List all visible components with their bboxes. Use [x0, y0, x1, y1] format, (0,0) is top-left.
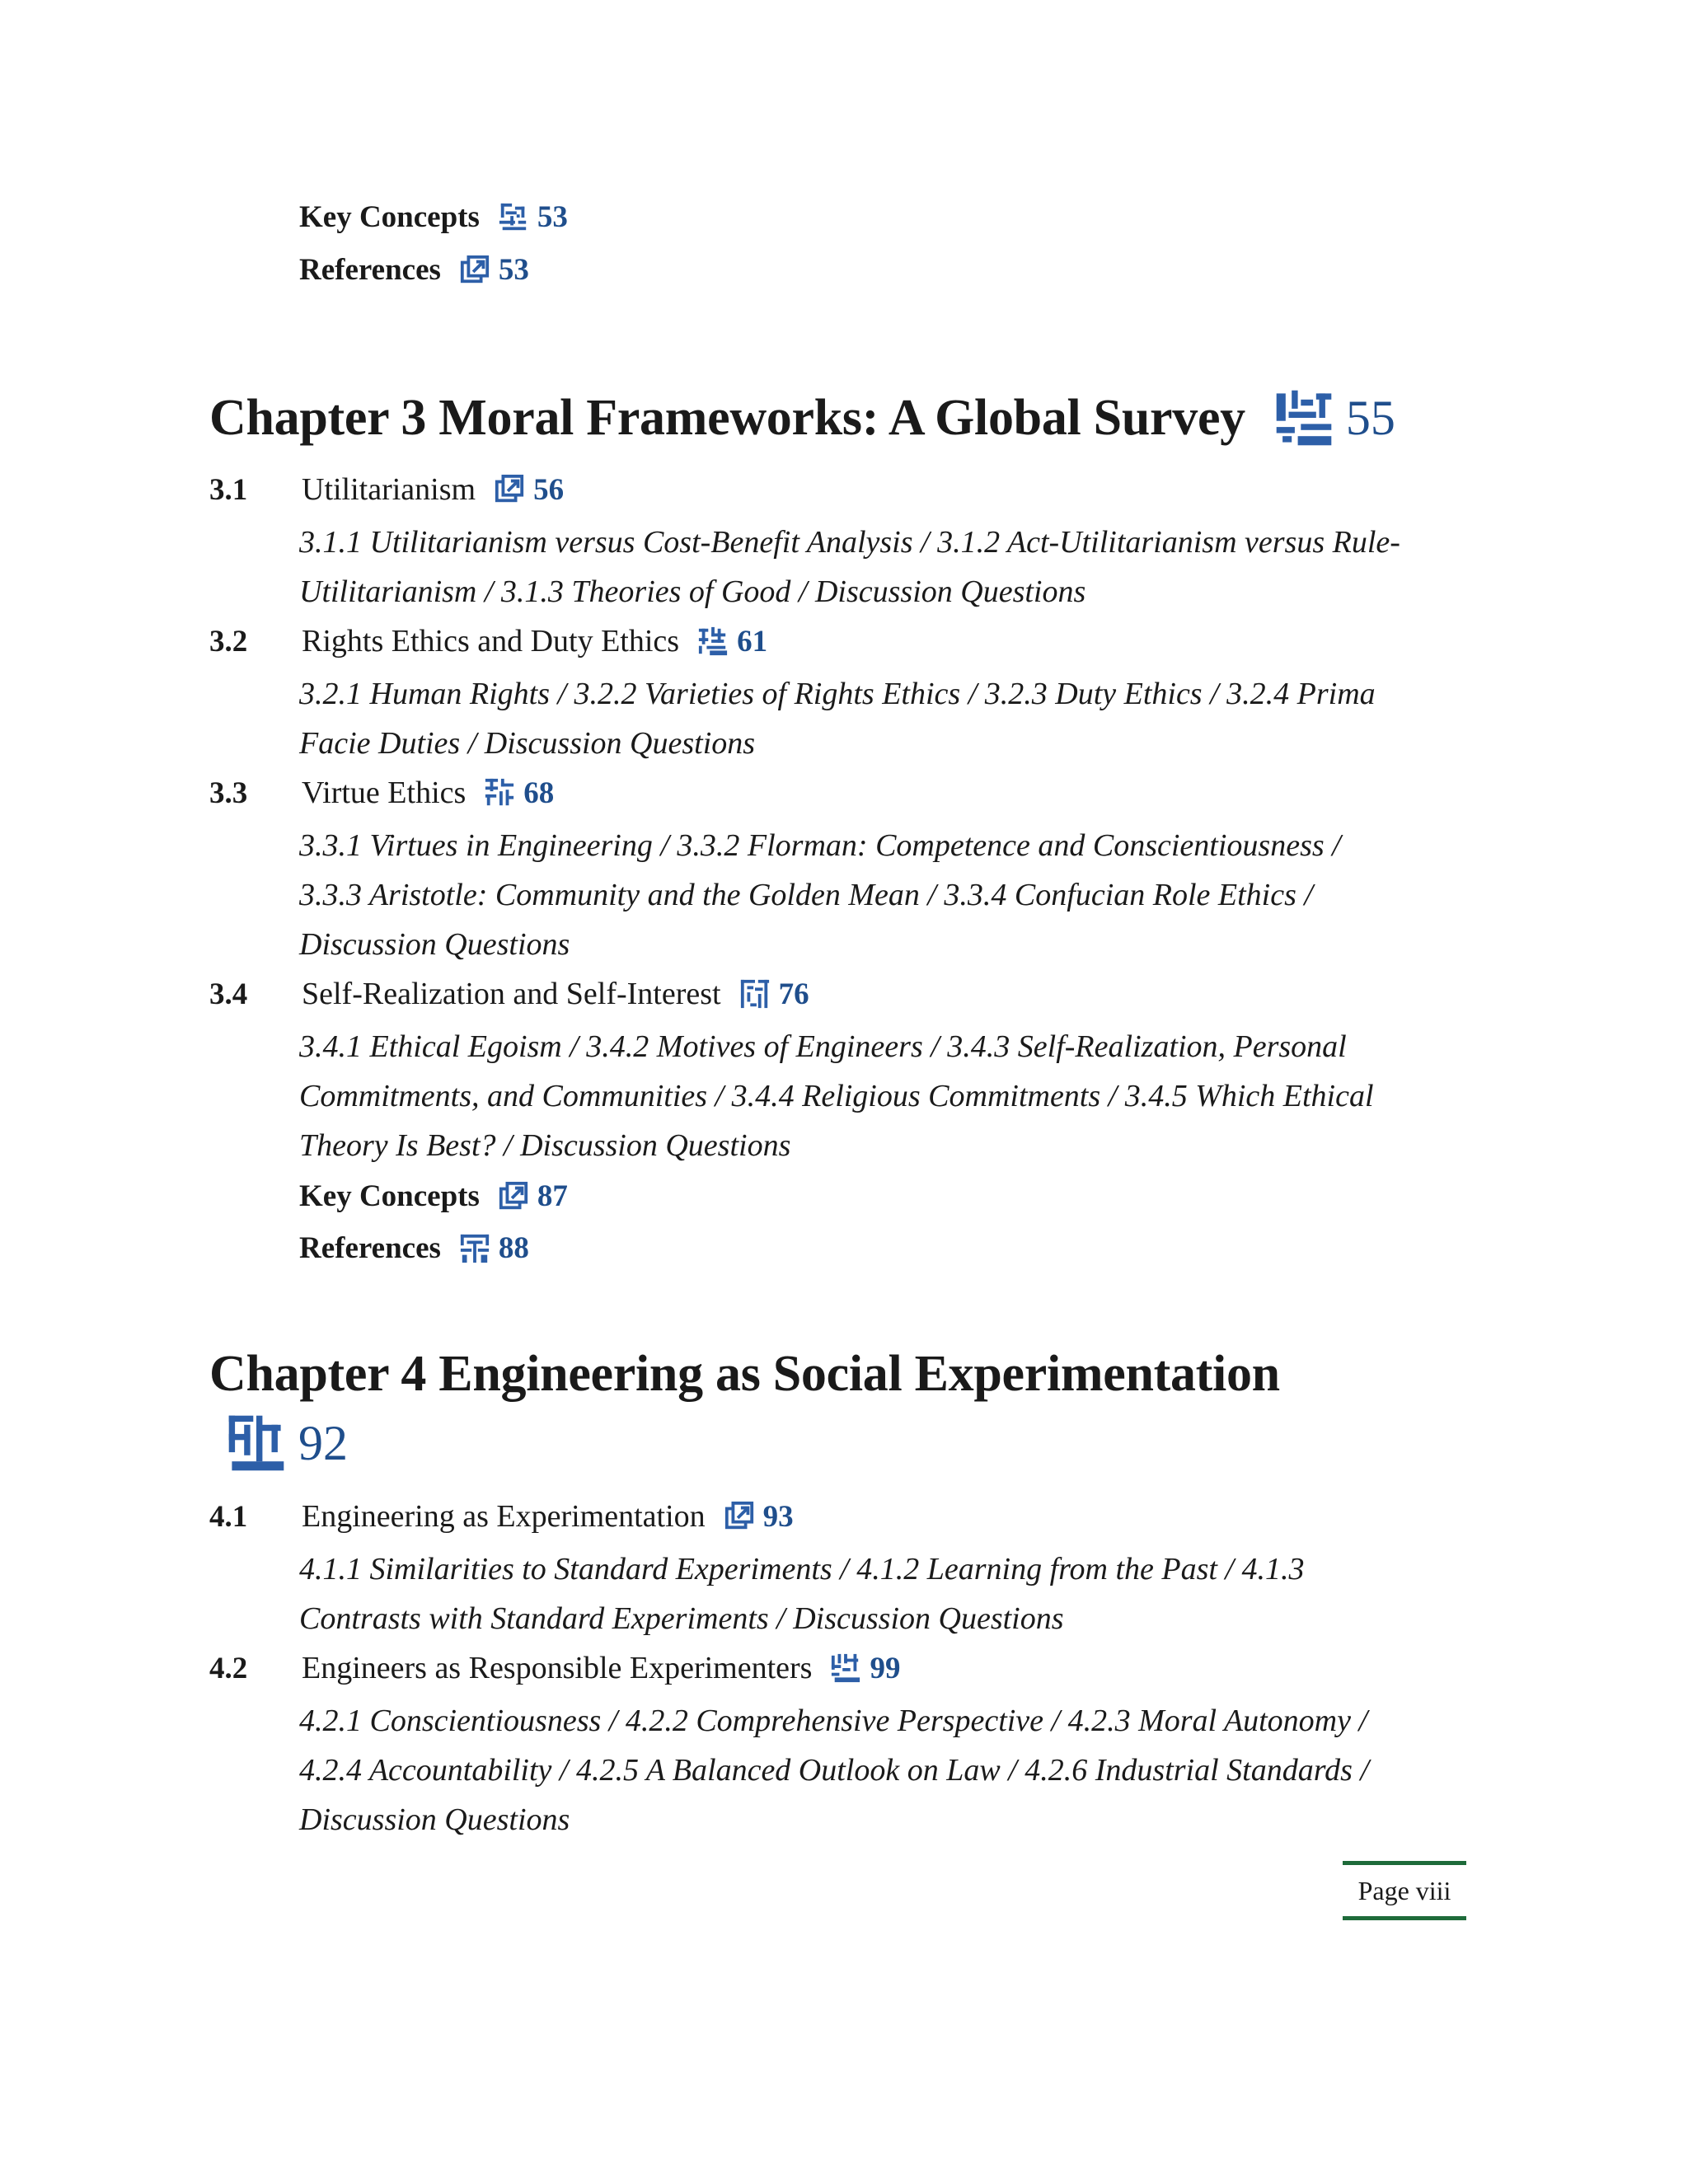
section-4-1[interactable]	[209, 1498, 794, 1535]
chapter-4-title: Chapter 4 Engineering as Social Experimentation	[209, 1346, 1280, 1402]
key-concepts-label: Key Concepts	[299, 200, 480, 234]
external-link-icon[interactable]	[459, 255, 490, 286]
chapter-3-page[interactable]: 55	[1345, 390, 1395, 445]
section-3-3-subsections	[299, 821, 1445, 969]
section-number: 4.1	[209, 1499, 248, 1534]
subsection-line: 4.2.4 Accountability / 4.2.5 A Balanced Outlook on Law / 4.2.6 Industrial Standards /	[299, 1753, 1369, 1788]
qr-code-icon[interactable]	[1273, 387, 1334, 448]
section-4-2[interactable]	[209, 1650, 900, 1686]
chapter-4-page-line[interactable]	[226, 1413, 348, 1474]
section-page[interactable]: 61	[737, 624, 768, 658]
references-label: References	[299, 1231, 441, 1265]
key-concepts-label: Key Concepts	[299, 1179, 480, 1213]
subsection-line: 3.3.3 Aristotle: Community and the Golden Mean / 3.3.4 Confucian Role Ethics /	[299, 878, 1313, 912]
section-title: Rights Ethics and Duty Ethics	[302, 624, 680, 658]
qr-code-icon[interactable]	[830, 1652, 861, 1684]
chapter-4-heading[interactable]	[209, 1345, 1280, 1404]
subsection-line: Utilitarianism / 3.1.3 Theories of Good / Discussion Questions	[299, 574, 1086, 609]
section-page[interactable]: 99	[870, 1651, 901, 1685]
subsection-line: Contrasts with Standard Experiments / Discussion Questions	[299, 1601, 1064, 1636]
subsection-line: Commitments, and Communities / 3.4.4 Religious Commitments / 3.4.5 Which Ethical	[299, 1079, 1374, 1113]
chapter-3-title: Chapter 3 Moral Frameworks: A Global Survey	[209, 389, 1245, 446]
section-page[interactable]: 68	[523, 776, 555, 810]
references-entry[interactable]	[299, 252, 529, 288]
page-number-label: Page viii	[1357, 1875, 1451, 1905]
qr-code-icon[interactable]	[739, 978, 771, 1010]
external-link-icon[interactable]	[494, 474, 525, 505]
key-concepts-page[interactable]: 87	[537, 1179, 568, 1213]
section-3-1[interactable]	[209, 471, 564, 508]
key-concepts-entry[interactable]	[299, 199, 568, 235]
subsection-line: 4.1.1 Similarities to Standard Experiments / 4.1.2 Learning from the Past / 4.1.3	[299, 1552, 1305, 1586]
qr-code-icon[interactable]	[498, 202, 529, 233]
section-page[interactable]: 93	[762, 1499, 794, 1534]
section-title: Engineers as Responsible Experimenters	[302, 1651, 813, 1685]
qr-code-icon[interactable]	[226, 1413, 287, 1474]
section-number: 3.1	[209, 472, 248, 507]
external-link-icon[interactable]	[498, 1181, 529, 1212]
section-3-3[interactable]	[209, 775, 554, 811]
section-page[interactable]: 76	[778, 977, 809, 1011]
section-title: Engineering as Experimentation	[302, 1499, 706, 1534]
qr-code-icon[interactable]	[484, 777, 515, 808]
subsection-line: 3.1.1 Utilitarianism versus Cost-Benefit Analysis / 3.1.2 Act-Utilitarianism versus Rule-	[299, 525, 1400, 560]
references-label: References	[299, 253, 441, 287]
subsection-line: 4.2.1 Conscientiousness / 4.2.2 Comprehensive Perspective / 4.2.3 Moral Autonomy /	[299, 1704, 1368, 1738]
subsection-line: Theory Is Best? / Discussion Questions	[299, 1128, 791, 1163]
page-number-footer	[1343, 1861, 1466, 1920]
subsection-line: 3.4.1 Ethical Egoism / 3.4.2 Motives of Engineers / 3.4.3 Self-Realization, Personal	[299, 1029, 1347, 1064]
section-number: 3.2	[209, 624, 248, 658]
key-concepts-page[interactable]: 53	[537, 200, 568, 234]
section-title: Virtue Ethics	[302, 776, 467, 810]
external-link-icon[interactable]	[724, 1501, 755, 1532]
subsection-line: Discussion Questions	[299, 927, 570, 962]
subsection-line: Discussion Questions	[299, 1802, 570, 1837]
chapter-4-page[interactable]: 92	[298, 1415, 348, 1470]
section-title: Utilitarianism	[302, 472, 476, 507]
references-page[interactable]: 88	[498, 1231, 529, 1265]
section-4-2-subsections	[299, 1696, 1445, 1844]
section-number: 3.4	[209, 977, 248, 1011]
chapter-3-heading[interactable]	[209, 387, 1395, 448]
section-3-2[interactable]	[209, 623, 767, 659]
section-number: 4.2	[209, 1651, 248, 1685]
qr-code-icon[interactable]	[459, 1233, 490, 1264]
subsection-line: 3.2.1 Human Rights / 3.2.2 Varieties of Rights Ethics / 3.2.3 Duty Ethics / 3.2.4 Prima	[299, 677, 1376, 711]
subsection-line: Facie Duties / Discussion Questions	[299, 726, 756, 761]
section-page[interactable]: 56	[533, 472, 565, 507]
chapter-3-key-concepts[interactable]	[299, 1179, 568, 1214]
references-page[interactable]: 53	[498, 253, 529, 287]
section-3-4-subsections	[299, 1022, 1445, 1170]
qr-code-icon[interactable]	[697, 626, 729, 657]
section-4-1-subsections	[299, 1544, 1445, 1643]
section-3-1-subsections	[299, 518, 1445, 616]
subsection-line: 3.3.1 Virtues in Engineering / 3.3.2 Florman: Competence and Conscientiousness /	[299, 828, 1341, 863]
section-3-4[interactable]	[209, 976, 809, 1012]
section-3-2-subsections	[299, 669, 1445, 768]
section-title: Self-Realization and Self-Interest	[302, 977, 721, 1011]
chapter-3-references[interactable]	[299, 1230, 529, 1266]
section-number: 3.3	[209, 776, 248, 810]
